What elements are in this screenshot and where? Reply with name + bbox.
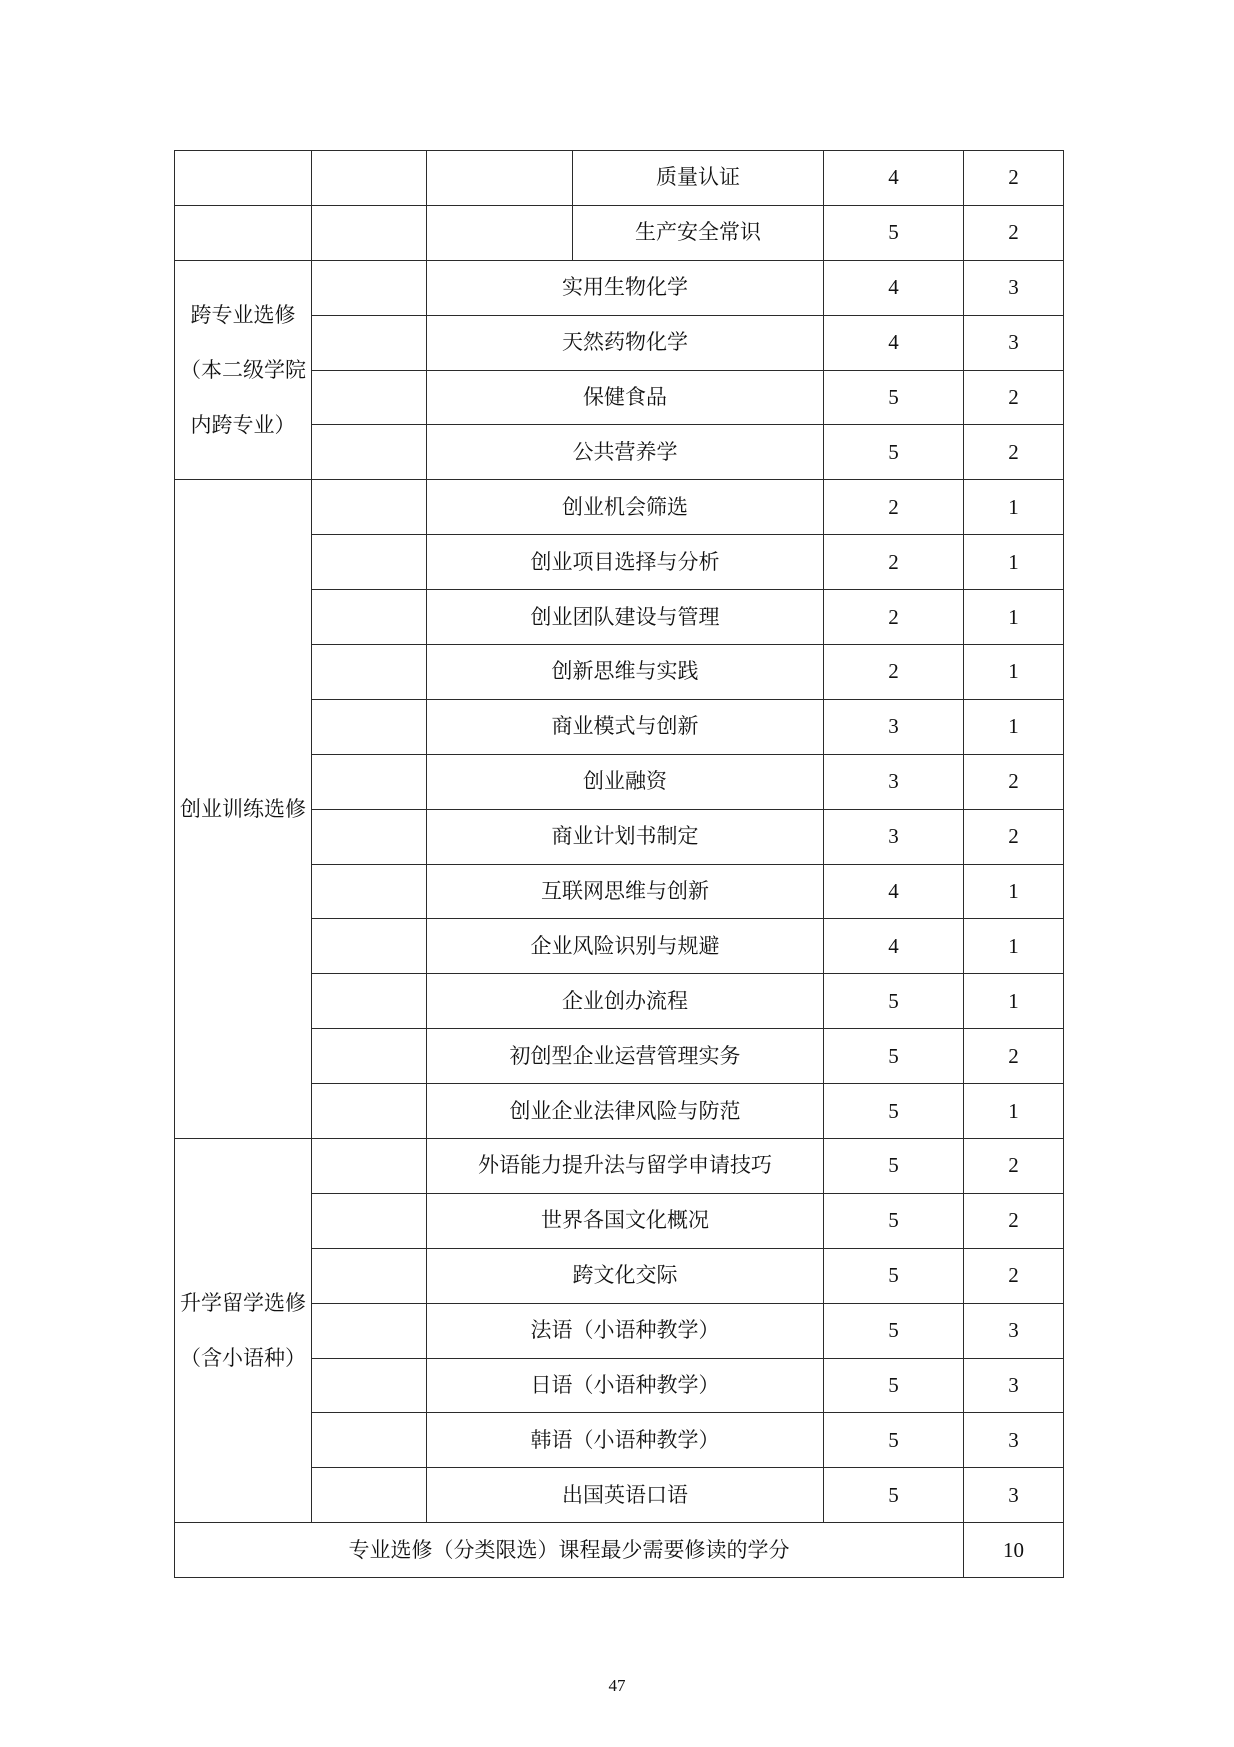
course-name-cell: 企业风险识别与规避 [427, 919, 824, 974]
semester-cell: 5 [824, 1358, 964, 1413]
table-cell [312, 1084, 427, 1139]
course-name-cell: 保健食品 [427, 370, 824, 425]
group-label-cell [175, 260, 312, 480]
semester-cell: 2 [824, 535, 964, 590]
credits-cell: 1 [964, 535, 1064, 590]
total-credits-cell: 10 [964, 1523, 1064, 1578]
semester-cell: 4 [824, 919, 964, 974]
semester-cell: 2 [824, 645, 964, 700]
credits-cell: 1 [964, 1084, 1064, 1139]
course-name-cell: 跨文化交际 [427, 1248, 824, 1303]
table-row [175, 151, 1064, 206]
semester-cell: 2 [824, 590, 964, 645]
semester-cell: 5 [824, 425, 964, 480]
credits-cell: 2 [964, 370, 1064, 425]
table-cell [312, 754, 427, 809]
table-cell [312, 864, 427, 919]
total-label-cell: 专业选修（分类限选）课程最少需要修读的学分 [175, 1523, 964, 1578]
credits-cell: 2 [964, 425, 1064, 480]
semester-cell: 3 [824, 754, 964, 809]
semester-cell: 5 [824, 974, 964, 1029]
table-cell [312, 260, 427, 315]
table-cell [312, 1303, 427, 1358]
table-cell [427, 205, 573, 260]
semester-cell: 3 [824, 699, 964, 754]
table-cell [312, 1413, 427, 1468]
table-cell [312, 1029, 427, 1084]
credits-cell: 1 [964, 864, 1064, 919]
course-name-cell: 创业机会筛选 [427, 480, 824, 535]
semester-cell: 5 [824, 1139, 964, 1194]
course-name-cell: 出国英语口语 [427, 1468, 824, 1523]
table-cell [312, 645, 427, 700]
course-name-cell: 公共营养学 [427, 425, 824, 480]
course-name-cell: 天然药物化学 [427, 315, 824, 370]
semester-cell: 4 [824, 151, 964, 206]
course-name-cell: 商业计划书制定 [427, 809, 824, 864]
course-name-cell: 创业企业法律风险与防范 [427, 1084, 824, 1139]
table-cell [175, 205, 312, 260]
total-row [175, 1523, 1064, 1578]
credits-cell: 1 [964, 645, 1064, 700]
credits-cell: 2 [964, 754, 1064, 809]
semester-cell: 5 [824, 1413, 964, 1468]
semester-cell: 5 [824, 205, 964, 260]
course-name-cell: 日语（小语种教学） [427, 1358, 824, 1413]
semester-cell: 5 [824, 1303, 964, 1358]
credits-cell: 3 [964, 260, 1064, 315]
table-cell [312, 535, 427, 590]
credits-cell: 1 [964, 919, 1064, 974]
table-cell [312, 1248, 427, 1303]
group-label-cell [175, 1139, 312, 1523]
semester-cell: 5 [824, 370, 964, 425]
group-label-line: 跨专业选修 [190, 302, 296, 327]
table-cell [312, 370, 427, 425]
credits-cell: 3 [964, 1413, 1064, 1468]
course-name-cell: 创业团队建设与管理 [427, 590, 824, 645]
course-name-cell: 企业创办流程 [427, 974, 824, 1029]
page-number: 47 [608, 1676, 626, 1695]
semester-cell: 5 [824, 1193, 964, 1248]
course-name-cell: 韩语（小语种教学） [427, 1413, 824, 1468]
group-label-line: 内跨专业） [190, 412, 296, 437]
credits-cell: 2 [964, 1248, 1064, 1303]
table-cell [312, 919, 427, 974]
table-row [175, 1139, 1064, 1194]
credits-cell: 1 [964, 699, 1064, 754]
course-name-cell: 生产安全常识 [573, 205, 824, 260]
table-cell [312, 425, 427, 480]
group-label-line: （本二级学院 [180, 357, 306, 382]
table-cell [312, 809, 427, 864]
credits-cell: 3 [964, 1468, 1064, 1523]
credits-cell: 3 [964, 1358, 1064, 1413]
group-label-line: 升学留学选修 [180, 1290, 306, 1315]
credits-cell: 2 [964, 151, 1064, 206]
semester-cell: 4 [824, 864, 964, 919]
semester-cell: 4 [824, 315, 964, 370]
course-name-cell: 商业模式与创新 [427, 699, 824, 754]
credits-cell: 2 [964, 205, 1064, 260]
table-cell [312, 1139, 427, 1194]
semester-cell: 2 [824, 480, 964, 535]
credits-cell: 1 [964, 480, 1064, 535]
table-cell [312, 205, 427, 260]
table-cell [427, 151, 573, 206]
semester-cell: 5 [824, 1029, 964, 1084]
table-cell [312, 974, 427, 1029]
course-name-cell: 创新思维与实践 [427, 645, 824, 700]
credits-cell: 3 [964, 315, 1064, 370]
semester-cell: 5 [824, 1248, 964, 1303]
semester-cell: 5 [824, 1084, 964, 1139]
course-name-cell: 法语（小语种教学） [427, 1303, 824, 1358]
table-cell [312, 1358, 427, 1413]
table-cell [312, 699, 427, 754]
group-label-cell [175, 480, 312, 1139]
table-cell [312, 590, 427, 645]
credits-cell: 1 [964, 590, 1064, 645]
table-row [175, 480, 1064, 535]
credits-cell: 2 [964, 1029, 1064, 1084]
table-cell [312, 480, 427, 535]
semester-cell: 5 [824, 1468, 964, 1523]
course-table [174, 150, 1064, 1578]
course-name-cell: 初创型企业运营管理实务 [427, 1029, 824, 1084]
credits-cell: 1 [964, 974, 1064, 1029]
group-label-line: （含小语种） [180, 1345, 306, 1370]
credits-cell: 2 [964, 1193, 1064, 1248]
table-cell [175, 151, 312, 206]
table-row [175, 205, 1064, 260]
course-name-cell: 世界各国文化概况 [427, 1193, 824, 1248]
table-cell [312, 1468, 427, 1523]
course-name-cell: 质量认证 [573, 151, 824, 206]
semester-cell: 4 [824, 260, 964, 315]
credits-cell: 2 [964, 1139, 1064, 1194]
table-row [175, 260, 1064, 315]
semester-cell: 3 [824, 809, 964, 864]
table-cell [312, 151, 427, 206]
credits-cell: 2 [964, 809, 1064, 864]
group-label-line: 创业训练选修 [180, 796, 306, 821]
table-cell [312, 1193, 427, 1248]
course-name-cell: 互联网思维与创新 [427, 864, 824, 919]
course-name-cell: 实用生物化学 [427, 260, 824, 315]
course-name-cell: 创业项目选择与分析 [427, 535, 824, 590]
table-cell [312, 315, 427, 370]
credits-cell: 3 [964, 1303, 1064, 1358]
course-name-cell: 创业融资 [427, 754, 824, 809]
course-name-cell: 外语能力提升法与留学申请技巧 [427, 1139, 824, 1194]
